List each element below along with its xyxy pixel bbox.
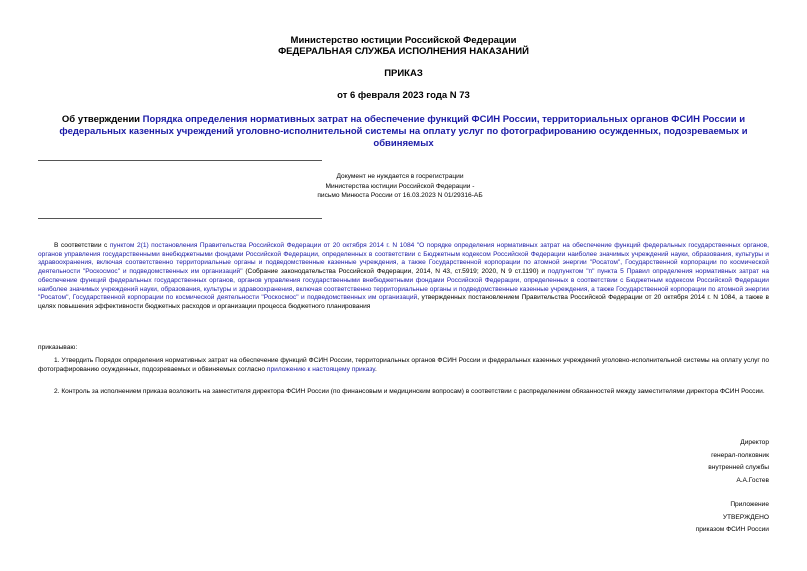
preamble-link-decree[interactable]: пунктом 2(1) постановления Правительства Российской Федерации от 20 октября 2014 г. N 1084 "О порядке определения нормативных затрат на обеспечение функций федеральных государственных органов, органов управления государственными внебюджетными фондами Российской Федерации, определенных в соответствии с Бюджетным кодексом Российской Федерации наиболее значимых учреждений науки, образования, культуры и здравоохранения, включая соответственно территориальные органы и подведомственные казенные учреждения, а также Государственной корпорации по атомной энергии "Росатом", Государственной корпорации по космической деятельности "Роскосмос" и подведомственных им организаций" <box>38 242 770 276</box>
appendix-approved: УТВЕРЖДЕНО <box>722 513 769 521</box>
preamble-text: В соответствии с <box>54 242 110 249</box>
preamble-text: , утвержденных постановлением Правительства Российской Федерации от 20 октября 2014 г. N 1084, а также в целях повышения эффективности бюджетных расходов и организации процесса бюджетного планирования <box>38 294 769 310</box>
title-link[interactable]: Порядка определения нормативных затрат на обеспечение функций ФСИН России, территориальных органов ФСИН России и федеральных казенных учреждений уголовно-исполнительной системы на оплату услуг по фотографированию осужденных, подозреваемых и обвиняемых <box>59 114 748 149</box>
doc-title <box>40 114 767 150</box>
preamble-text: (Собрание законодательства Российской Федерации, 2014, N 43, ст.5919; 2020, N 9 ст.1190) и <box>242 268 548 276</box>
divider-top <box>38 160 322 161</box>
title-prefix: Об утверждении <box>61 114 143 125</box>
preamble-paragraph <box>38 242 769 312</box>
order-item-1 <box>38 357 769 374</box>
order-word: приказываю: <box>38 344 78 351</box>
divider-bottom <box>38 218 322 219</box>
ministry-name: Министерство юстиции Российской Федерации <box>290 35 517 46</box>
signature-name: А.А.Гостев <box>736 476 769 484</box>
order-item-2 <box>38 388 769 397</box>
signature-service: внутренней службы <box>708 464 769 471</box>
registration-note-line: Министерства юстиции Российской Федерации - <box>325 182 475 190</box>
doc-date-number: от 6 февраля 2023 года N 73 <box>337 90 470 101</box>
signature-block <box>708 437 769 487</box>
doc-type: ПРИКАЗ <box>384 68 423 79</box>
appendix-block <box>696 499 769 537</box>
item1-text: 1. Утвердить Порядок определения нормативных затрат на обеспечение функций ФСИН России, территориальных органов ФСИН России и федеральных казенных учреждений уголовно-исполнительной системы на оплату услуг по фотографированию осужденных, подозреваемых и обвиняемых согласно <box>38 357 769 373</box>
appendix-label: Приложение <box>730 501 769 508</box>
registration-note <box>200 172 600 201</box>
signature-rank: генерал-полковник <box>711 451 769 459</box>
registration-note-line: письмо Минюста России от 16.03.2023 N 01/29316-АБ <box>317 192 483 199</box>
preamble-link-rules[interactable]: подпунктом "п" пункта 5 Правил определения нормативных затрат на обеспечение функций федеральных государственных органов, органов управления государственными внебюджетными фондами Российской Федерации, определенных в соответствии с Бюджетным кодексом Российской Федерации наиболее значимых учреждений науки, образования, культуры и здравоохранения, включая соответственно территориальные органы и подведомственные казенные учреждения, а также Государственной корпорации по атомной энергии "Росатом", Государственной корпорации по космической деятельности "Роскосмос" и подведомственных им организаций <box>38 268 770 302</box>
item1-text: . <box>374 365 377 373</box>
item2-text: 2. Контроль за исполнением приказа возложить на заместителя директора ФСИН России (по финансовым и медицинским вопросам) в соответствии с распределением обязанностей между заместителями директора ФСИН России. <box>54 388 765 395</box>
signature-position: Директор <box>740 439 769 446</box>
appendix-order-ref: приказом ФСИН России <box>695 526 769 533</box>
service-name: ФЕДЕРАЛЬНАЯ СЛУЖБА ИСПОЛНЕНИЯ НАКАЗАНИЙ <box>278 46 529 57</box>
registration-note-line: Документ не нуждается в госрегистрации <box>336 173 464 180</box>
appendix-link[interactable]: приложению к настоящему приказу <box>266 365 375 373</box>
